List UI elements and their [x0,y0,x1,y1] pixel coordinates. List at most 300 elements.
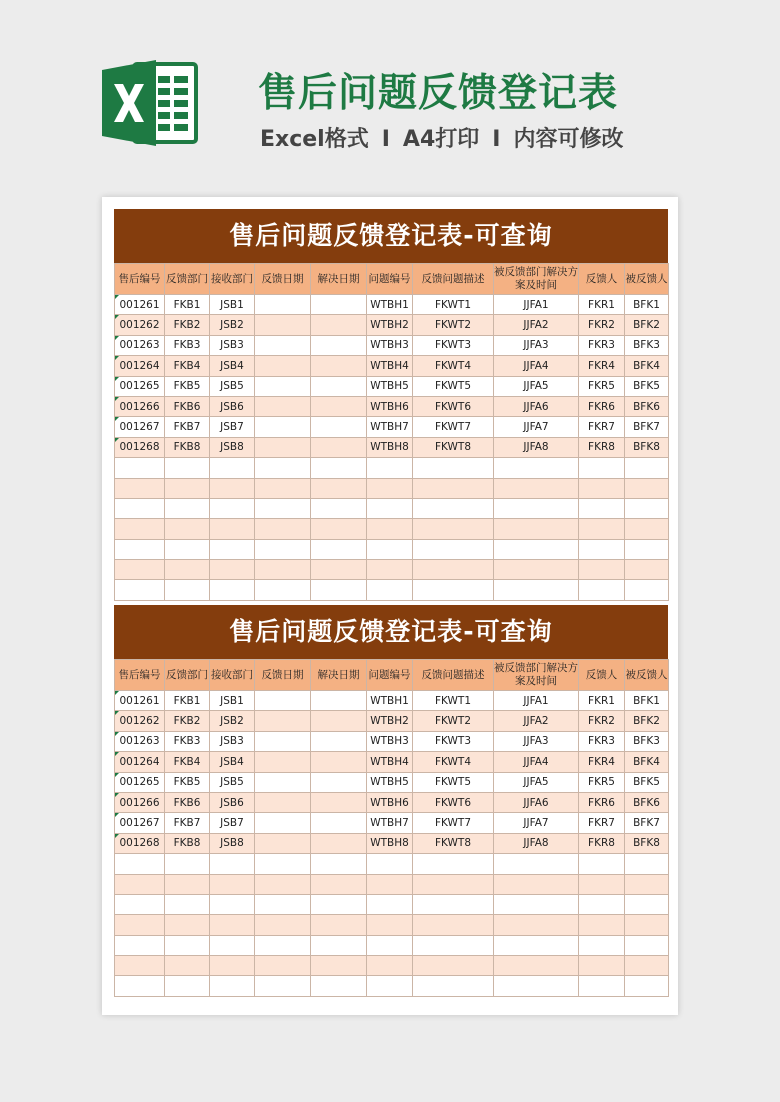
table-cell[interactable] [210,560,255,580]
table-cell[interactable]: 001265 [115,376,165,396]
table-cell[interactable]: BFK6 [625,792,669,812]
table-cell[interactable] [625,894,669,914]
table-cell[interactable]: BFK1 [625,691,669,711]
table-cell[interactable]: JSB6 [210,396,255,416]
table-cell[interactable]: JSB1 [210,691,255,711]
table-cell[interactable]: BFK2 [625,711,669,731]
table-cell[interactable]: JJFA3 [494,731,579,751]
table-cell[interactable] [210,956,255,976]
table-cell[interactable] [255,519,311,539]
table-cell[interactable]: WTBH7 [367,417,413,437]
table-cell[interactable] [255,580,311,600]
table-cell[interactable] [625,458,669,478]
table-cell[interactable] [210,935,255,955]
table-cell[interactable]: FKB3 [165,731,210,751]
table-cell[interactable]: FKB7 [165,417,210,437]
table-cell[interactable]: FKWT2 [413,315,494,335]
table-cell[interactable] [625,956,669,976]
table-cell[interactable] [115,956,165,976]
table-cell[interactable]: FKB8 [165,437,210,457]
table-cell[interactable] [210,519,255,539]
table-cell[interactable] [255,894,311,914]
table-cell[interactable] [413,854,494,874]
table-cell[interactable]: JSB3 [210,731,255,751]
table-cell[interactable] [579,956,625,976]
table-cell[interactable]: FKR2 [579,315,625,335]
table-cell[interactable] [311,772,367,792]
table-cell[interactable]: FKR8 [579,437,625,457]
table-cell[interactable]: JJFA8 [494,437,579,457]
table-cell[interactable]: FKWT1 [413,295,494,315]
table-cell[interactable] [210,539,255,559]
table-cell[interactable] [579,874,625,894]
table-cell[interactable] [579,580,625,600]
table-cell[interactable] [255,376,311,396]
table-cell[interactable]: FKB5 [165,376,210,396]
table-cell[interactable] [311,295,367,315]
table-cell[interactable]: FKB2 [165,315,210,335]
table-cell[interactable] [165,560,210,580]
table-cell[interactable] [255,935,311,955]
table-cell[interactable] [367,498,413,518]
table-cell[interactable] [311,833,367,853]
table-cell[interactable]: FKR7 [579,417,625,437]
table-cell[interactable]: BFK5 [625,376,669,396]
table-cell[interactable] [311,813,367,833]
table-cell[interactable] [413,580,494,600]
table-cell[interactable]: BFK1 [625,295,669,315]
table-cell[interactable]: BFK3 [625,731,669,751]
table-cell[interactable] [255,335,311,355]
table-cell[interactable]: JSB7 [210,417,255,437]
table-cell[interactable] [311,478,367,498]
table-cell[interactable] [255,976,311,996]
table-cell[interactable] [311,935,367,955]
table-cell[interactable] [625,498,669,518]
table-cell[interactable]: WTBH3 [367,335,413,355]
table-cell[interactable] [413,539,494,559]
table-cell[interactable] [625,580,669,600]
table-cell[interactable] [311,580,367,600]
table-cell[interactable] [367,560,413,580]
table-cell[interactable] [255,854,311,874]
table-cell[interactable]: JSB6 [210,792,255,812]
table-cell[interactable] [165,478,210,498]
table-cell[interactable]: 001266 [115,396,165,416]
table-cell[interactable] [210,498,255,518]
table-cell[interactable] [311,560,367,580]
table-cell[interactable] [255,458,311,478]
table-cell[interactable] [255,874,311,894]
table-cell[interactable] [625,478,669,498]
table-cell[interactable]: BFK7 [625,417,669,437]
table-cell[interactable] [413,894,494,914]
table-cell[interactable] [165,976,210,996]
table-cell[interactable]: FKR4 [579,356,625,376]
table-cell[interactable]: 001261 [115,295,165,315]
table-cell[interactable] [311,894,367,914]
table-cell[interactable]: 001264 [115,356,165,376]
table-cell[interactable] [494,478,579,498]
table-cell[interactable] [367,580,413,600]
table-cell[interactable] [413,519,494,539]
table-cell[interactable] [165,915,210,935]
table-cell[interactable] [367,539,413,559]
table-cell[interactable] [165,894,210,914]
table-cell[interactable] [367,894,413,914]
table-cell[interactable]: WTBH5 [367,772,413,792]
table-cell[interactable]: WTBH2 [367,711,413,731]
table-cell[interactable]: FKB5 [165,772,210,792]
table-cell[interactable]: FKWT8 [413,833,494,853]
table-cell[interactable]: FKWT3 [413,731,494,751]
table-cell[interactable]: 001267 [115,813,165,833]
table-cell[interactable] [255,813,311,833]
table-cell[interactable]: FKB4 [165,356,210,376]
table-cell[interactable]: JSB7 [210,813,255,833]
table-cell[interactable] [115,478,165,498]
table-cell[interactable] [579,854,625,874]
table-cell[interactable]: 001268 [115,833,165,853]
table-cell[interactable] [255,833,311,853]
table-cell[interactable] [311,874,367,894]
table-cell[interactable] [311,498,367,518]
table-cell[interactable] [311,731,367,751]
table-cell[interactable]: 001267 [115,417,165,437]
table-cell[interactable]: JJFA1 [494,691,579,711]
table-cell[interactable] [413,478,494,498]
table-cell[interactable] [115,935,165,955]
table-cell[interactable] [494,560,579,580]
table-cell[interactable] [255,772,311,792]
table-cell[interactable]: FKB4 [165,752,210,772]
table-cell[interactable] [413,498,494,518]
table-cell[interactable] [367,519,413,539]
table-cell[interactable]: WTBH4 [367,752,413,772]
table-cell[interactable]: JJFA4 [494,356,579,376]
table-cell[interactable]: JJFA2 [494,315,579,335]
table-cell[interactable]: FKB2 [165,711,210,731]
table-cell[interactable]: JSB8 [210,833,255,853]
table-cell[interactable] [311,437,367,457]
table-cell[interactable]: WTBH2 [367,315,413,335]
table-cell[interactable] [367,854,413,874]
table-cell[interactable]: FKR1 [579,295,625,315]
table-cell[interactable]: JJFA5 [494,376,579,396]
table-cell[interactable] [115,894,165,914]
table-cell[interactable]: JJFA5 [494,772,579,792]
table-cell[interactable] [311,691,367,711]
table-cell[interactable] [210,976,255,996]
table-cell[interactable]: FKR6 [579,396,625,416]
table-cell[interactable]: FKWT4 [413,752,494,772]
table-cell[interactable] [494,580,579,600]
table-cell[interactable] [579,935,625,955]
table-cell[interactable] [413,915,494,935]
table-cell[interactable]: JSB2 [210,711,255,731]
table-cell[interactable]: FKB6 [165,396,210,416]
table-cell[interactable] [311,356,367,376]
table-cell[interactable] [413,874,494,894]
table-cell[interactable]: FKB6 [165,792,210,812]
table-cell[interactable]: BFK8 [625,833,669,853]
table-cell[interactable] [625,539,669,559]
table-cell[interactable] [115,519,165,539]
table-cell[interactable]: JJFA7 [494,417,579,437]
table-cell[interactable]: JSB4 [210,752,255,772]
table-cell[interactable] [255,560,311,580]
table-cell[interactable] [367,956,413,976]
table-cell[interactable]: 001263 [115,335,165,355]
table-cell[interactable] [115,580,165,600]
table-cell[interactable]: FKWT7 [413,813,494,833]
table-cell[interactable] [311,376,367,396]
table-cell[interactable] [210,458,255,478]
table-cell[interactable] [579,498,625,518]
table-cell[interactable] [210,894,255,914]
table-cell[interactable] [494,976,579,996]
table-cell[interactable] [579,915,625,935]
table-cell[interactable] [115,854,165,874]
table-cell[interactable] [413,976,494,996]
table-cell[interactable]: WTBH8 [367,437,413,457]
table-cell[interactable] [413,935,494,955]
table-cell[interactable] [115,458,165,478]
table-cell[interactable] [311,711,367,731]
table-cell[interactable] [255,731,311,751]
table-cell[interactable] [255,691,311,711]
table-cell[interactable]: FKWT2 [413,711,494,731]
table-cell[interactable]: JJFA1 [494,295,579,315]
table-cell[interactable] [115,874,165,894]
table-cell[interactable]: FKR5 [579,376,625,396]
table-cell[interactable] [255,915,311,935]
table-cell[interactable] [625,915,669,935]
table-cell[interactable] [255,956,311,976]
table-cell[interactable]: BFK2 [625,315,669,335]
table-cell[interactable] [210,915,255,935]
table-cell[interactable]: FKB8 [165,833,210,853]
table-cell[interactable] [255,498,311,518]
table-cell[interactable] [115,976,165,996]
table-cell[interactable] [311,519,367,539]
table-cell[interactable]: 001265 [115,772,165,792]
table-cell[interactable] [115,498,165,518]
table-cell[interactable]: 001263 [115,731,165,751]
table-cell[interactable]: FKR6 [579,792,625,812]
table-cell[interactable]: 001264 [115,752,165,772]
table-cell[interactable] [311,315,367,335]
table-cell[interactable] [413,458,494,478]
table-cell[interactable] [311,854,367,874]
table-cell[interactable]: 001268 [115,437,165,457]
table-cell[interactable] [311,792,367,812]
table-cell[interactable]: 001262 [115,315,165,335]
table-cell[interactable]: JSB5 [210,376,255,396]
table-cell[interactable]: JSB2 [210,315,255,335]
table-cell[interactable]: FKR8 [579,833,625,853]
table-cell[interactable] [494,874,579,894]
table-cell[interactable]: FKWT5 [413,772,494,792]
table-cell[interactable]: WTBH4 [367,356,413,376]
table-cell[interactable]: WTBH1 [367,691,413,711]
table-cell[interactable] [367,935,413,955]
table-cell[interactable] [255,792,311,812]
table-cell[interactable] [579,894,625,914]
table-cell[interactable]: JSB8 [210,437,255,457]
table-cell[interactable] [210,580,255,600]
table-cell[interactable]: JJFA3 [494,335,579,355]
table-cell[interactable]: 001266 [115,792,165,812]
table-cell[interactable] [165,935,210,955]
table-cell[interactable]: JSB4 [210,356,255,376]
table-cell[interactable] [255,315,311,335]
table-cell[interactable] [165,458,210,478]
table-cell[interactable] [413,560,494,580]
table-cell[interactable] [255,711,311,731]
table-cell[interactable] [494,915,579,935]
table-cell[interactable]: BFK8 [625,437,669,457]
table-cell[interactable]: FKWT6 [413,396,494,416]
table-cell[interactable] [579,478,625,498]
table-cell[interactable]: BFK7 [625,813,669,833]
table-cell[interactable] [210,874,255,894]
table-cell[interactable] [255,437,311,457]
table-cell[interactable] [165,854,210,874]
table-cell[interactable]: FKR3 [579,731,625,751]
table-cell[interactable]: FKWT5 [413,376,494,396]
table-cell[interactable]: WTBH6 [367,396,413,416]
table-cell[interactable] [311,752,367,772]
table-cell[interactable] [625,519,669,539]
table-cell[interactable]: WTBH1 [367,295,413,315]
table-cell[interactable] [579,519,625,539]
table-cell[interactable] [625,560,669,580]
table-cell[interactable]: WTBH6 [367,792,413,812]
table-cell[interactable]: JJFA4 [494,752,579,772]
table-cell[interactable] [367,478,413,498]
table-cell[interactable] [494,854,579,874]
table-cell[interactable] [367,976,413,996]
table-cell[interactable] [579,976,625,996]
table-cell[interactable]: FKB3 [165,335,210,355]
table-cell[interactable]: FKWT1 [413,691,494,711]
table-cell[interactable]: WTBH8 [367,833,413,853]
table-cell[interactable]: BFK4 [625,356,669,376]
table-cell[interactable] [255,356,311,376]
table-cell[interactable] [311,396,367,416]
table-cell[interactable] [494,498,579,518]
table-cell[interactable]: FKWT6 [413,792,494,812]
table-cell[interactable] [210,854,255,874]
table-cell[interactable] [367,874,413,894]
table-cell[interactable] [311,956,367,976]
table-cell[interactable] [165,874,210,894]
table-cell[interactable] [413,956,494,976]
table-cell[interactable] [115,539,165,559]
table-cell[interactable]: JSB3 [210,335,255,355]
table-cell[interactable] [210,478,255,498]
table-cell[interactable] [255,539,311,559]
table-cell[interactable]: 001261 [115,691,165,711]
table-cell[interactable] [579,560,625,580]
table-cell[interactable] [494,519,579,539]
table-cell[interactable] [367,915,413,935]
table-cell[interactable]: JJFA8 [494,833,579,853]
table-cell[interactable] [115,560,165,580]
table-cell[interactable] [311,417,367,437]
table-cell[interactable] [625,935,669,955]
table-cell[interactable]: FKR1 [579,691,625,711]
table-cell[interactable] [625,976,669,996]
table-cell[interactable]: BFK5 [625,772,669,792]
table-cell[interactable]: WTBH5 [367,376,413,396]
table-cell[interactable]: FKR2 [579,711,625,731]
table-cell[interactable] [255,478,311,498]
table-cell[interactable]: WTBH3 [367,731,413,751]
table-cell[interactable]: WTBH7 [367,813,413,833]
table-cell[interactable]: FKWT3 [413,335,494,355]
table-cell[interactable]: FKWT8 [413,437,494,457]
table-cell[interactable] [165,956,210,976]
table-cell[interactable] [311,335,367,355]
table-cell[interactable]: JSB1 [210,295,255,315]
table-cell[interactable]: FKR7 [579,813,625,833]
table-cell[interactable] [494,894,579,914]
table-cell[interactable] [579,458,625,478]
table-cell[interactable]: BFK4 [625,752,669,772]
table-cell[interactable]: JJFA7 [494,813,579,833]
table-cell[interactable]: JJFA6 [494,792,579,812]
table-cell[interactable] [165,498,210,518]
table-cell[interactable] [165,580,210,600]
table-cell[interactable] [625,874,669,894]
table-cell[interactable] [255,417,311,437]
table-cell[interactable] [115,915,165,935]
table-cell[interactable]: JSB5 [210,772,255,792]
table-cell[interactable] [494,956,579,976]
table-cell[interactable] [311,915,367,935]
table-cell[interactable] [311,458,367,478]
table-cell[interactable]: 001262 [115,711,165,731]
table-cell[interactable]: FKR3 [579,335,625,355]
table-cell[interactable] [255,752,311,772]
table-cell[interactable] [165,519,210,539]
table-cell[interactable]: JJFA2 [494,711,579,731]
table-cell[interactable] [255,396,311,416]
table-cell[interactable]: FKWT7 [413,417,494,437]
table-cell[interactable]: FKWT4 [413,356,494,376]
table-cell[interactable] [625,854,669,874]
table-cell[interactable] [311,976,367,996]
table-cell[interactable] [494,458,579,478]
table-cell[interactable]: FKB1 [165,295,210,315]
table-cell[interactable]: JJFA6 [494,396,579,416]
table-cell[interactable]: BFK3 [625,335,669,355]
table-cell[interactable] [255,295,311,315]
table-cell[interactable]: FKB1 [165,691,210,711]
table-cell[interactable] [494,935,579,955]
table-cell[interactable] [311,539,367,559]
table-cell[interactable]: FKB7 [165,813,210,833]
table-cell[interactable]: FKR5 [579,772,625,792]
table-cell[interactable] [579,539,625,559]
table-cell[interactable] [494,539,579,559]
table-cell[interactable]: BFK6 [625,396,669,416]
table-cell[interactable] [367,458,413,478]
table-cell[interactable]: FKR4 [579,752,625,772]
table-cell[interactable] [165,539,210,559]
